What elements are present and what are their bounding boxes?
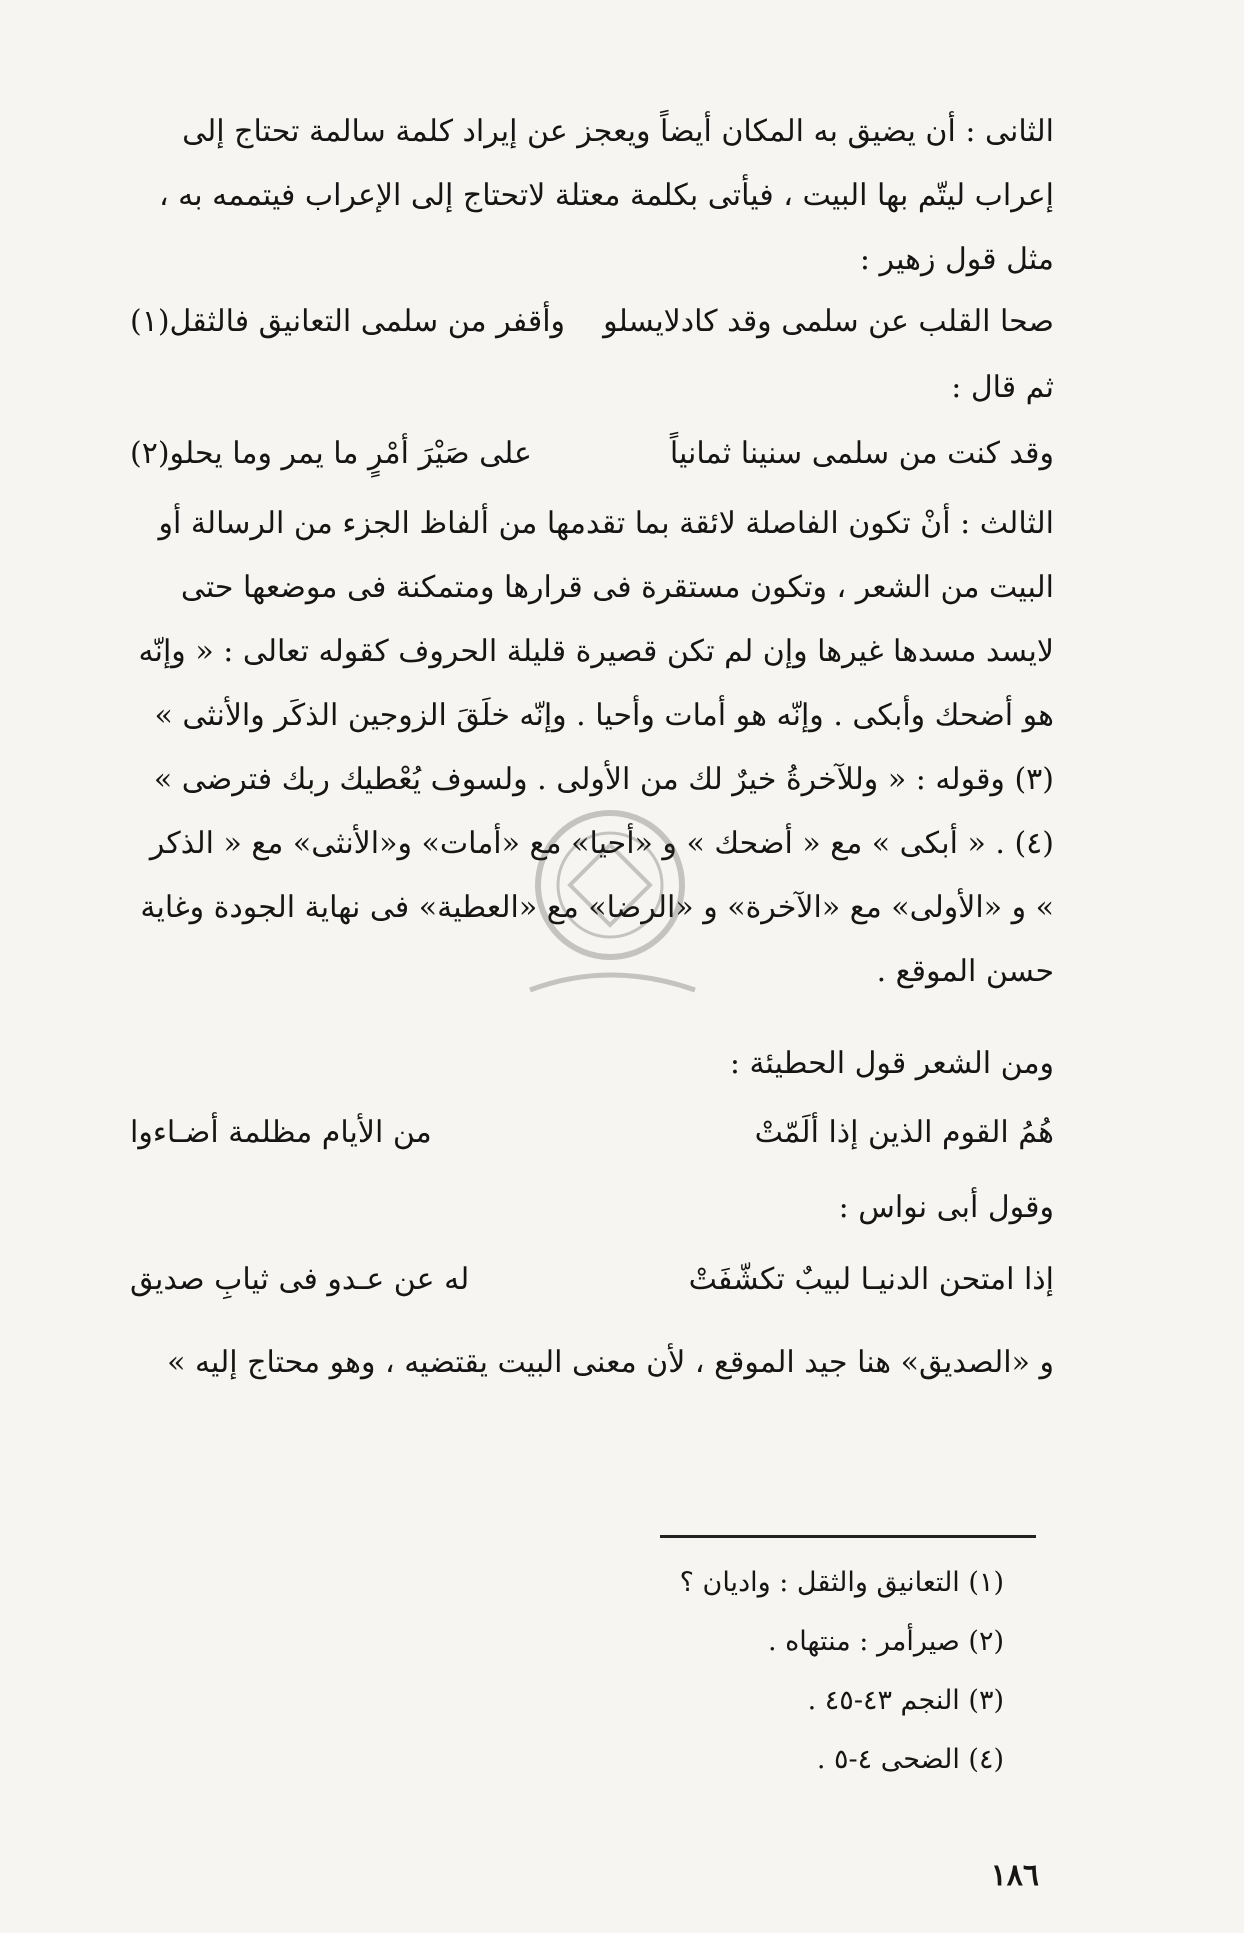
verse-first-half: هُمُ القوم الذين إذا ألَمّتْ [754, 1115, 1054, 1150]
verse-second-half: وأقفر من سلمى التعانيق فالثقل(١) [130, 304, 566, 339]
footnote-2: (٢) صيرأمر : منتهاه . [767, 1626, 1004, 1657]
verse-second-half: على صَيْرَ أمْرٍ ما يمر وما يحلو(٢) [130, 436, 532, 471]
verse-first-half: صحا القلب عن سلمى وقد كادلايسلو [603, 304, 1054, 339]
footnote-divider [660, 1535, 1036, 1538]
then-said-line: ثم قال : [951, 370, 1054, 405]
hutayah-intro: ومن الشعر قول الحطيئة : [729, 1046, 1054, 1081]
footnote-4: (٤) الضحى ٤-٥ . [816, 1744, 1004, 1775]
library-watermark-stamp [510, 790, 710, 1020]
verse-second-half: من الأيام مظلمة أضـاءوا [130, 1115, 432, 1150]
verse-first-half: إذا امتحن الدنيـا لبيبٌ تكشّفَتْ [688, 1262, 1054, 1297]
verse-hutayah [130, 1103, 1054, 1163]
verse-zuhair-2 [130, 424, 1054, 484]
abu-nuwas-intro: وقول أبى نواس : [838, 1190, 1054, 1225]
verse-abu-nuwas [130, 1250, 1054, 1310]
paragraph-second-point: الثانى : أن يضيق به المكان أيضاً ويعجز عن إيراد كلمة سالمة تحتاج إلى إعراب ليتّم بها البيت ، فيأتى بكلمة معتلة لاتحتاج إلى الإعراب فيتممه به ، مثل قول زهير : [158, 114, 1054, 277]
closing-line: و «الصديق» هنا جيد الموقع ، لأن معنى البيت يقتضيه ، وهو محتاج إليه » [167, 1345, 1054, 1380]
verse-zuhair-1 [130, 292, 1054, 352]
verse-second-half: له عن عـدو فى ثيابِ صديق [130, 1262, 470, 1297]
footnote-1: (١) التعانيق والثقل : واديان ؟ [679, 1567, 1004, 1598]
footnote-3: (٣) النجم ٤٣-٤٥ . [807, 1685, 1004, 1716]
page-number: ١٨٦ [990, 1858, 1039, 1893]
verse-first-half: وقد كنت من سلمى سنينا ثمانياً [669, 436, 1054, 471]
paragraph-third-point: الثالث : أنْ تكون الفاصلة لائقة بما تقدمها من ألفاظ الجزء من الرسالة أو البيت من الشعر ، وتكون مستقرة فى قرارها ومتمكنة فى موضعها حتى لايسد مسدها غيرها وإن لم تكن قصيرة قليلة الحروف كقوله تعالى : « وإنّه هو أضحك وأبكى . وإنّه هو أمات وأحيا . وإنّه خلَقَ الزوجين الذكَر والأنثى » (٣) وقوله : « وللآخرةُ خيرٌ لك من الأولى . ولسوف يُعْطيك ربك فترضى » (٤) . « أبكى » مع « أضحك » و «أحيا» مع «أمات» و«الأنثى» مع « الذكر » و «الأولى» مع «الآخرة» و «الرضا» مع «العطية» فى نهاية الجودة وغاية حسن الموقع . [138, 506, 1054, 989]
